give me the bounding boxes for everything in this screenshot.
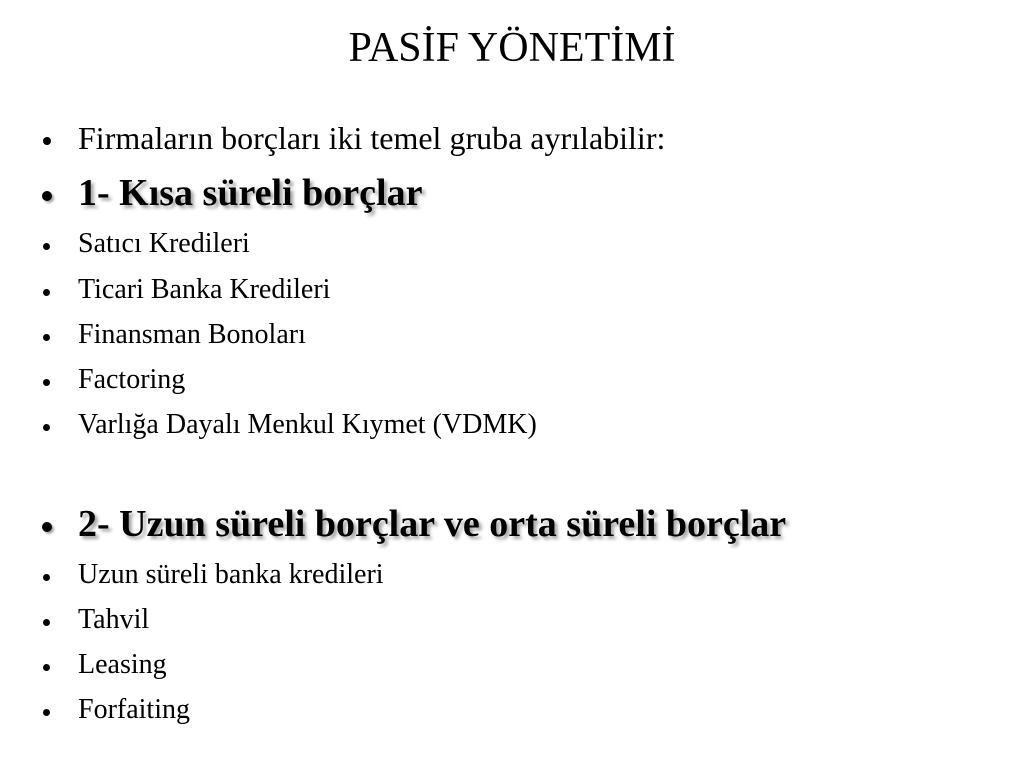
intro-text: Firmaların borçları iki temel gruba ayrılabilir: xyxy=(78,120,666,156)
bullet-icon xyxy=(43,289,50,296)
bullet-item xyxy=(0,315,1000,355)
bullet-icon xyxy=(43,664,50,671)
bullet-item xyxy=(0,360,1000,400)
bullet-item-text: Tahvil xyxy=(78,604,150,635)
bullet-item-text: Factoring xyxy=(78,364,186,395)
bullet-item xyxy=(0,690,1000,730)
bullet-item-text: Uzun süreli banka kredileri xyxy=(78,559,384,590)
bullet-item xyxy=(0,270,1000,310)
bullet-icon xyxy=(43,709,50,716)
bullet-item-text: Satıcı Kredileri xyxy=(78,228,250,259)
bullet-icon xyxy=(43,619,50,626)
bullet-icon xyxy=(43,424,50,431)
bullet-icon xyxy=(42,191,52,201)
bullet-item xyxy=(0,405,1000,445)
bullet-item-text: Leasing xyxy=(78,649,167,680)
bullet-icon xyxy=(43,574,50,581)
section-heading-text: 2- Uzun süreli borçlar ve orta süreli borçlar xyxy=(78,503,787,545)
intro-bullet-item xyxy=(0,118,1000,158)
bullet-item-text: Forfaiting xyxy=(78,694,190,725)
bullet-icon xyxy=(43,334,50,341)
section-heading-long-term xyxy=(0,504,1000,544)
slide-title: PASİF YÖNETİMİ xyxy=(348,25,676,71)
bullet-item-text: Ticari Banka Kredileri xyxy=(78,274,331,305)
bullet-item xyxy=(0,600,1000,640)
section-heading-short-term xyxy=(0,173,1000,213)
bullet-item-text: Varlığa Dayalı Menkul Kıymet (VDMK) xyxy=(78,409,537,440)
bullet-icon xyxy=(42,522,52,532)
section-heading-text: 1- Kısa süreli borçlar xyxy=(78,172,423,214)
bullet-icon xyxy=(43,137,51,145)
bullet-item xyxy=(0,224,1000,264)
bullet-icon xyxy=(43,379,50,386)
bullet-item xyxy=(0,555,1000,595)
bullet-item-text: Finansman Bonoları xyxy=(78,319,306,350)
bullet-icon xyxy=(43,243,50,250)
bullet-item xyxy=(0,645,1000,685)
